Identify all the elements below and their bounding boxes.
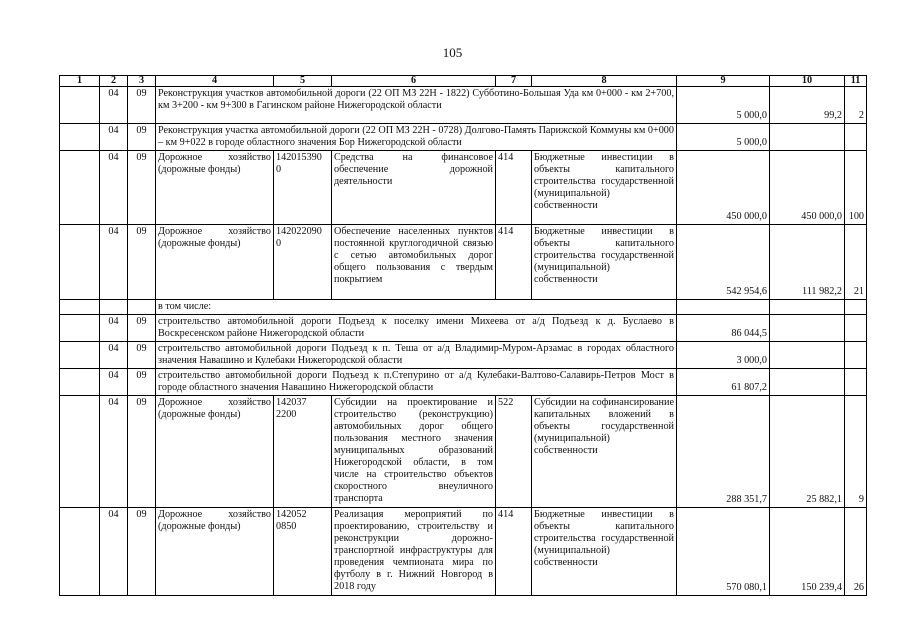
subsection-code: 09 [128,151,156,225]
plan-amount: 570 080,1 [677,508,770,596]
cell-empty [60,342,100,369]
subsection-code: 09 [128,87,156,124]
cell-empty [677,300,770,315]
table-row [60,369,867,396]
percent-value [845,369,867,396]
plan-amount: 3 000,0 [677,342,770,369]
cell-empty [60,300,100,315]
table-row [60,225,867,300]
actual-amount: 99,2 [770,87,845,124]
table-row [60,151,867,225]
table-row [60,508,867,596]
section-code: 04 [100,396,128,508]
page-number: 105 [442,45,463,60]
cell-empty [100,300,128,315]
cell-empty [770,300,845,315]
expense-type-code: 522 [496,396,532,508]
subsection-code: 09 [128,396,156,508]
actual-amount [770,315,845,342]
cell-empty [60,315,100,342]
actual-amount: 450 000,0 [770,151,845,225]
target-article-name: Субсидии на проектирование и строительство (реконструкцию) автомобильных дорог общего пользования местного значения муниципальных образований Нижегородской области, в том числе на строительство объектов скоростного внеуличного транспорта [332,396,496,508]
section-name: Дорожное хозяйство (дорожные фонды) [156,396,274,508]
cell-empty [60,369,100,396]
plan-amount: 542 954,6 [677,225,770,300]
object-description: Реконструкция участков автомобильной дороги (22 ОП МЗ 22Н - 1822) Субботино-Большая Уда км 0+000 - км 2+700, км 3+200 - км 9+300 в Гагинском районе Нижегородской области [156,87,677,124]
object-description: строительство автомобильной дороги Подъезд к п. Теша от а/д Владимир-Муром-Арзамас в городах областного значения Навашино и Кулебаки Нижегородской области [156,342,677,369]
percent-value: 9 [845,396,867,508]
header-cell: 3 [128,76,156,87]
section-name: Дорожное хозяйство (дорожные фонды) [156,225,274,300]
section-code: 04 [100,342,128,369]
section-code: 04 [100,225,128,300]
subsection-code: 09 [128,342,156,369]
table-row [60,342,867,369]
table-row [60,124,867,151]
including-label: в том числе: [156,300,677,315]
header-row [60,76,867,87]
target-article-name: Реализация мероприятий по проектированию, строительству и реконструкции дорожно-транспортной инфраструктуры для проведения чемпионата мира по футболу в г. Нижний Новгород в 2018 году [332,508,496,596]
object-description: строительство автомобильной дороги Подъезд к п.Степурино от а/д Кулебаки-Валтово-Салавирь-Петров Мост в городе областного значения Навашино Нижегородской области [156,369,677,396]
section-code: 04 [100,87,128,124]
header-cell: 5 [274,76,332,87]
target-article-code: 142022090 0 [274,225,332,300]
expense-type-name: Субсидии на софинансирование капитальных вложений в объекты государственной (муниципальной) собственности [532,396,677,508]
plan-amount: 5 000,0 [677,87,770,124]
actual-amount [770,124,845,151]
actual-amount: 25 882,1 [770,396,845,508]
actual-amount: 111 982,2 [770,225,845,300]
cell-empty [60,151,100,225]
percent-value [845,342,867,369]
cell-empty [60,508,100,596]
table-row [60,300,867,315]
target-article-name: Обеспечение населенных пунктов постоянной круглогодичной связью с сетью автомобильных дорог общего пользования с твердым покрытием [332,225,496,300]
plan-amount: 288 351,7 [677,396,770,508]
table-row [60,87,867,124]
section-code: 04 [100,369,128,396]
section-code: 04 [100,508,128,596]
section-code: 04 [100,124,128,151]
header-cell: 6 [332,76,496,87]
cell-empty [60,87,100,124]
table-row [60,396,867,508]
expense-type-code: 414 [496,225,532,300]
expense-type-name: Бюджетные инвестиции в объекты капитального строительства государственной (муниципальной) собственности [532,508,677,596]
subsection-code: 09 [128,508,156,596]
percent-value: 2 [845,87,867,124]
budget-table [59,75,867,596]
plan-amount: 450 000,0 [677,151,770,225]
section-code: 04 [100,151,128,225]
section-name: Дорожное хозяйство (дорожные фонды) [156,151,274,225]
actual-amount [770,369,845,396]
header-cell: 8 [532,76,677,87]
percent-value: 26 [845,508,867,596]
table-row [60,315,867,342]
cell-empty [128,300,156,315]
header-cell: 4 [156,76,274,87]
target-article-code: 142037 2200 [274,396,332,508]
percent-value [845,315,867,342]
target-article-code: 142052 0850 [274,508,332,596]
subsection-code: 09 [128,315,156,342]
subsection-code: 09 [128,225,156,300]
section-code: 04 [100,315,128,342]
header-cell: 10 [770,76,845,87]
plan-amount: 5 000,0 [677,124,770,151]
plan-amount: 61 807,2 [677,369,770,396]
expense-type-code: 414 [496,508,532,596]
object-description: Реконструкция участка автомобильной дороги (22 ОП МЗ 22Н - 0728) Долгово-Память Парижской Коммуны км 0+000 – км 9+022 в городе областного значения Бор Нижегородской области [156,124,677,151]
percent-value: 100 [845,151,867,225]
header-cell: 2 [100,76,128,87]
target-article-code: 142015390 0 [274,151,332,225]
expense-type-name: Бюджетные инвестиции в объекты капитального строительства государственной (муниципальной) собственности [532,225,677,300]
actual-amount: 150 239,4 [770,508,845,596]
cell-empty [60,396,100,508]
actual-amount [770,342,845,369]
header-cell: 9 [677,76,770,87]
subsection-code: 09 [128,369,156,396]
target-article-name: Средства на финансовое обеспечение дорожной деятельности [332,151,496,225]
cell-empty [60,124,100,151]
percent-value: 21 [845,225,867,300]
subsection-code: 09 [128,124,156,151]
header-cell: 11 [845,76,867,87]
header-cell: 7 [496,76,532,87]
expense-type-name: Бюджетные инвестиции в объекты капитального строительства государственной (муниципальной) собственности [532,151,677,225]
object-description: строительство автомобильной дороги Подъезд к поселку имени Михеева от а/д Подъезд к д. Буслаево в Воскресенском районе Нижегородской области [156,315,677,342]
cell-empty [60,225,100,300]
header-cell: 1 [60,76,100,87]
cell-empty [845,300,867,315]
expense-type-code: 414 [496,151,532,225]
plan-amount: 86 044,5 [677,315,770,342]
section-name: Дорожное хозяйство (дорожные фонды) [156,508,274,596]
percent-value [845,124,867,151]
